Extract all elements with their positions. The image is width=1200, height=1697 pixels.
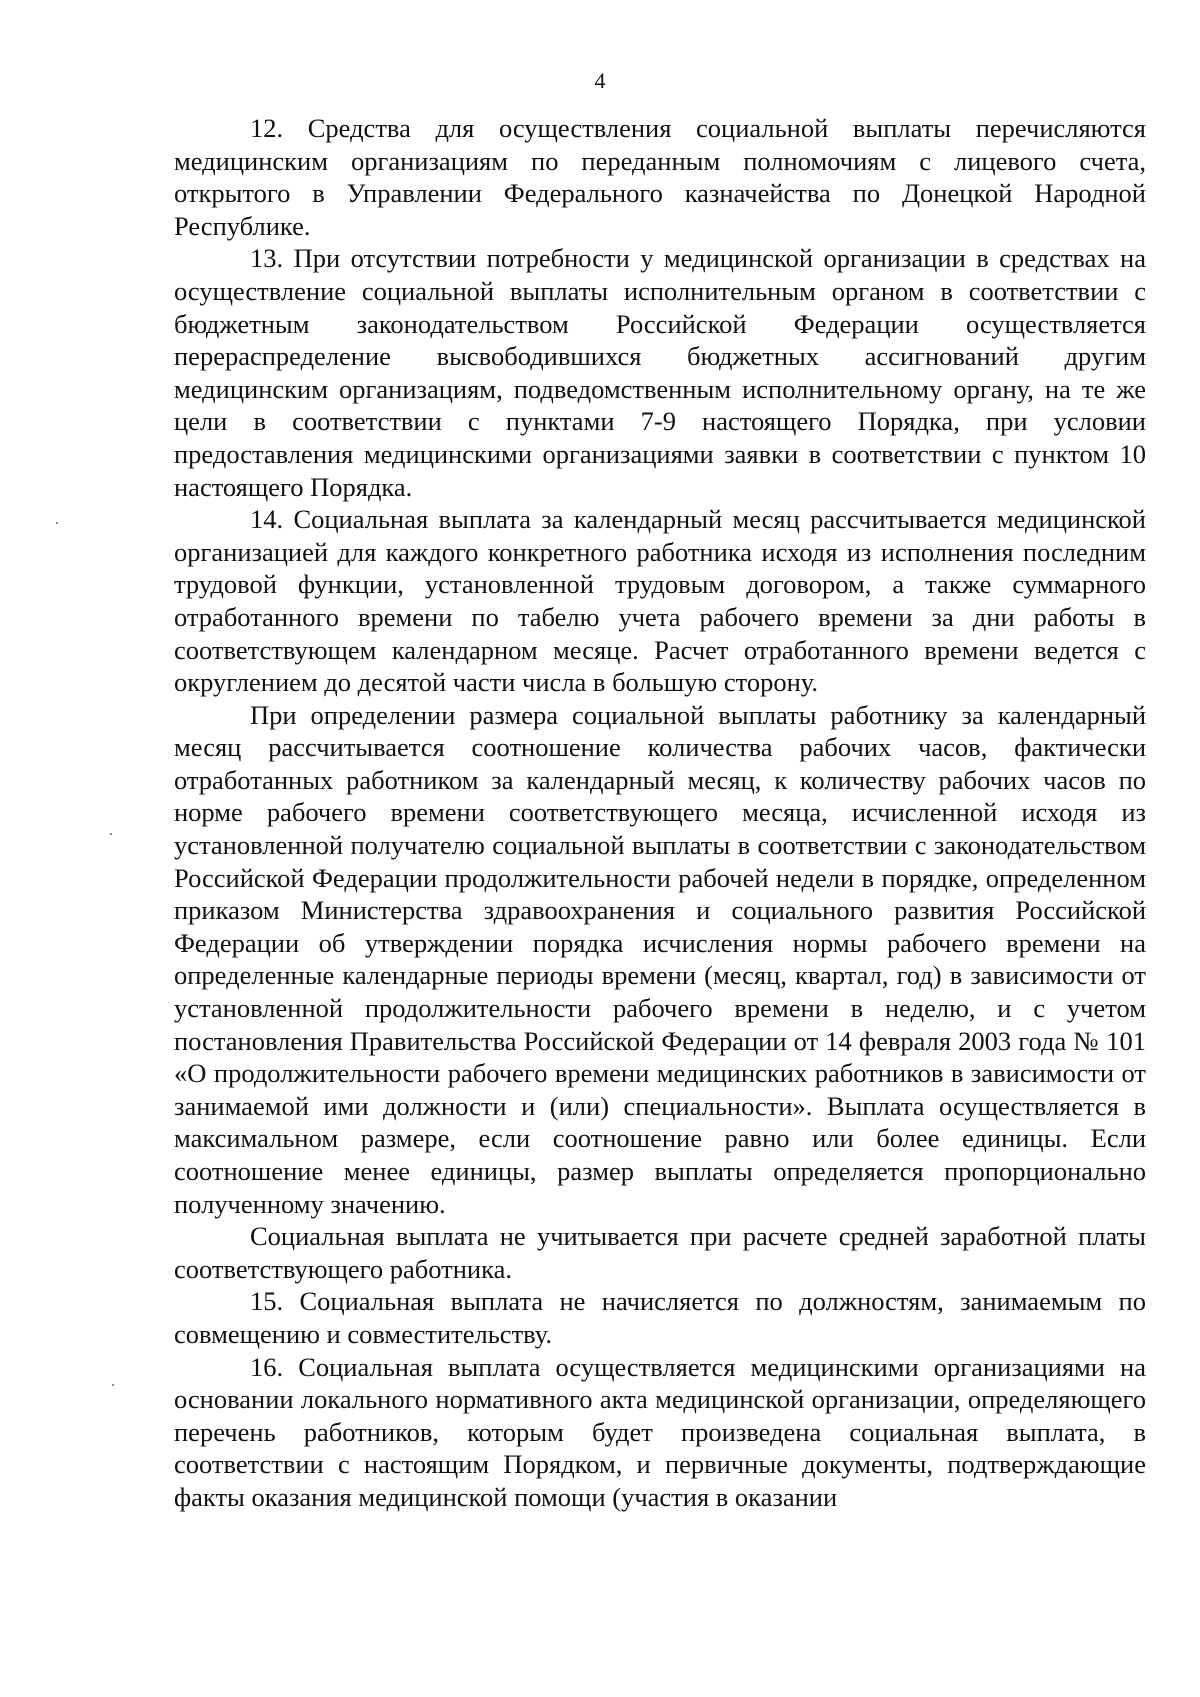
scan-speck — [56, 522, 58, 524]
paragraph-item-13: 13. При отсутствии потребности у медицинской организации в средствах на осуществление социальной выплаты исполнительным органом в соответствии с бюджетным законодательством Российской Федерации осуществляется перераспределение высвободившихся бюджетных ассигнований другим медицинским организациям, подведомственным исполнительному органу, на те же цели в соответствии с пунктами 7-9 настоящего Порядка, при условии предоставления медицинскими организациями заявки в соответствии с пунктом 10 настоящего Порядка. — [174, 243, 1146, 502]
paragraph-item-16: 16. Социальная выплата осуществляется медицинскими организациями на основании локального нормативного акта медицинской организации, определяющего перечень работников, которым будет произведена социальная выплата, в соответствии с настоящим Порядком, и первичные документы, подтверждающие факты оказания медицинской помощи (участия в оказании — [174, 1351, 1146, 1512]
paragraph-calculation: При определении размера социальной выплаты работнику за календарный месяц рассчитывается соотношение количества рабочих часов, фактически отработанных работником за календарный месяц, к количеству рабочих часов по норме рабочего времени соответствующего месяца, исчисленной исходя из установленной получателю социальной выплаты в соответствии с законодательством Российской Федерации продолжительности рабочей недели в порядке, определенном приказом Министерства здравоохранения и социального развития Российской Федерации об утверждении порядка исчисления нормы рабочего времени на определенные календарные периоды времени (месяц, квартал, год) в зависимости от установленной продолжительности рабочего времени в неделю, и с учетом постановления Правительства Российской Федерации от 14 февраля 2003 года № 101 «О продолжительности рабочего времени медицинских работников в зависимости от занимаемой ими должности и (или) специальности». Выплата осуществляется в максимальном размере, если соотношение равно или более единицы. Если соотношение менее единицы, размер выплаты определяется пропорционально полученному значению. — [174, 699, 1146, 1219]
scan-speck — [112, 1384, 114, 1386]
document-body — [174, 112, 1146, 1514]
page-number: 4 — [594, 68, 606, 93]
paragraph-item-14: 14. Социальная выплата за календарный месяц рассчитывается медицинской организацией для каждого конкретного работника исходя из исполнения последним трудовой функции, установленной трудовым договором, а также суммарного отработанного времени по табелю учета рабочего времени за дни работы в соответствующем календарном месяце. Расчет отработанного времени ведется с округлением до десятой части числа в большую сторону. — [174, 504, 1146, 698]
paragraph-average-salary: Социальная выплата не учитывается при расчете средней заработной платы соответствующего работника. — [174, 1221, 1146, 1284]
paragraph-item-12: 12. Средства для осуществления социальной выплаты перечисляются медицинским организациям по переданным полномочиям с лицевого счета, открытого в Управлении Федерального казначейства по Донецкой Народной Республике. — [174, 113, 1146, 241]
paragraph-item-15: 15. Социальная выплата не начисляется по должностям, занимаемым по совмещению и совместительству. — [174, 1286, 1146, 1349]
scan-speck — [110, 833, 112, 835]
